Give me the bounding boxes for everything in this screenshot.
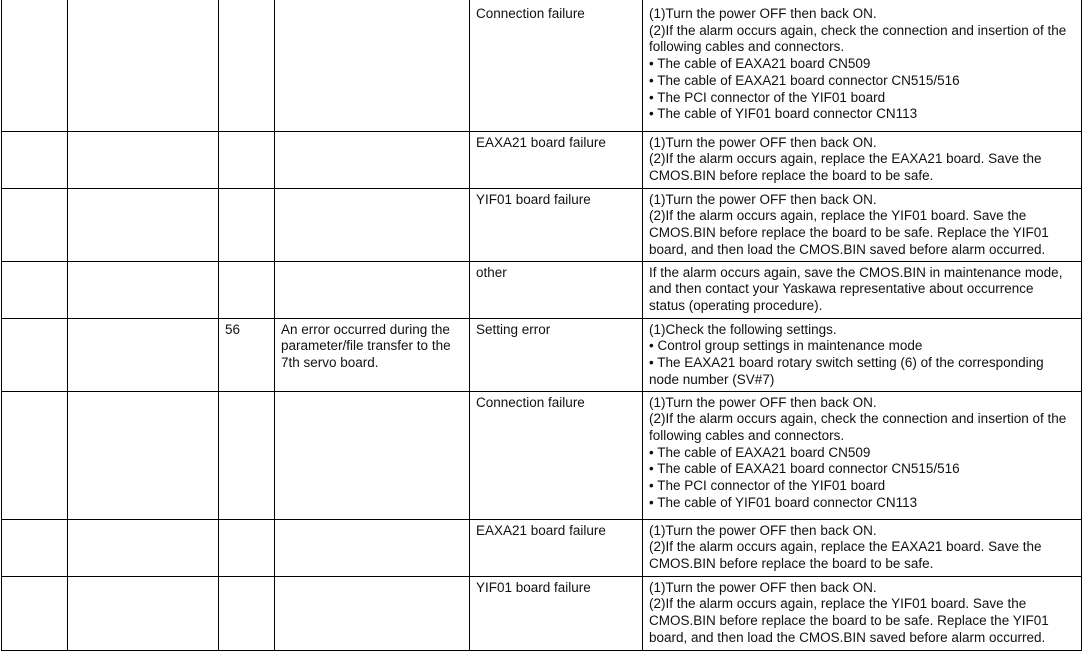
remedy-line: (1)Turn the power OFF then back ON. xyxy=(649,134,877,150)
meaning-cell xyxy=(275,0,470,131)
remedy-line: • The cable of YIF01 board connector CN113 xyxy=(649,494,918,510)
remedy-line: (2)If the alarm occurs again, replace the YIF01 board. Save the xyxy=(649,208,1027,224)
meaning-cell xyxy=(275,131,470,188)
remedy-line: (2)If the alarm occurs again, replace the EAXA21 board. Save the xyxy=(649,539,1042,555)
alarm-name-cell xyxy=(68,318,219,391)
table-row xyxy=(2,576,1082,650)
alarm-table xyxy=(1,0,1082,651)
remedy-line: (1)Turn the power OFF then back ON. xyxy=(649,191,877,207)
cause-text: YIF01 board failure xyxy=(476,579,591,595)
remedy-line: (2)If the alarm occurs again, check the connection and insertion of the xyxy=(649,22,1067,38)
meaning-line: An error occurred during the xyxy=(281,321,450,337)
table-row xyxy=(2,391,1082,519)
remedy-line: (1)Check the following settings. xyxy=(649,321,837,337)
alarm-name-cell xyxy=(68,188,219,261)
remedy-line: (1)Turn the power OFF then back ON. xyxy=(649,394,877,410)
remedy-line: board, and then load the CMOS.BIN saved before alarm occurred. xyxy=(649,629,1046,645)
meaning-line: 7th servo board. xyxy=(281,354,379,370)
cause-cell xyxy=(470,576,643,650)
cause-cell xyxy=(470,261,643,318)
cause-cell xyxy=(470,188,643,261)
cause-text: YIF01 board failure xyxy=(476,191,591,207)
remedy-cell xyxy=(643,318,1082,391)
remedy-line: • The cable of YIF01 board connector CN113 xyxy=(649,106,918,122)
remedy-cell xyxy=(643,391,1082,519)
sub-code-text: 56 xyxy=(225,321,241,337)
table-row xyxy=(2,131,1082,188)
remedy-cell xyxy=(643,131,1082,188)
remedy-line: node number (SV#7) xyxy=(649,371,775,387)
remedy-line: following cables and connectors. xyxy=(649,39,845,55)
sub-code-cell xyxy=(219,576,275,650)
remedy-line: (1)Turn the power OFF then back ON. xyxy=(649,522,877,538)
sub-code-cell xyxy=(219,0,275,131)
sub-code-cell xyxy=(219,519,275,576)
sub-code-cell xyxy=(219,261,275,318)
table-row xyxy=(2,261,1082,318)
sub-code-cell xyxy=(219,131,275,188)
remedy-line: • The cable of EAXA21 board connector CN515/516 xyxy=(649,461,960,477)
remedy-cell xyxy=(643,576,1082,650)
cause-text: other xyxy=(476,264,507,280)
meaning-cell xyxy=(275,261,470,318)
remedy-cell xyxy=(643,261,1082,318)
remedy-line: status (operating procedure). xyxy=(649,297,823,313)
meaning-cell xyxy=(275,391,470,519)
alarm-code-cell xyxy=(2,188,68,261)
cause-text: EAXA21 board failure xyxy=(476,134,606,150)
meaning-cell xyxy=(275,576,470,650)
remedy-cell xyxy=(643,0,1082,131)
remedy-line: CMOS.BIN before replace the board to be safe. xyxy=(649,167,934,183)
meaning-cell xyxy=(275,318,470,391)
alarm-name-cell xyxy=(68,131,219,188)
remedy-line: (1)Turn the power OFF then back ON. xyxy=(649,579,877,595)
remedy-line: If the alarm occurs again, save the CMOS.BIN in maintenance mode, xyxy=(649,264,1063,280)
remedy-cell xyxy=(643,188,1082,261)
table-row xyxy=(2,519,1082,576)
remedy-line: • Control group settings in maintenance mode xyxy=(649,338,923,354)
cause-text: EAXA21 board failure xyxy=(476,522,606,538)
remedy-line: • The PCI connector of the YIF01 board xyxy=(649,89,886,105)
meaning-cell xyxy=(275,519,470,576)
remedy-line: (2)If the alarm occurs again, check the connection and insertion of the xyxy=(649,411,1067,427)
meaning-line: parameter/file transfer to the xyxy=(281,338,451,354)
cause-cell xyxy=(470,0,643,131)
alarm-name-cell xyxy=(68,261,219,318)
remedy-line: board, and then load the CMOS.BIN saved before alarm occurred. xyxy=(649,241,1046,257)
remedy-cell xyxy=(643,519,1082,576)
table-row xyxy=(2,0,1082,131)
sub-code-cell xyxy=(219,188,275,261)
table-row xyxy=(2,188,1082,261)
cause-text: Setting error xyxy=(476,321,551,337)
alarm-code-cell xyxy=(2,0,68,131)
alarm-code-cell xyxy=(2,576,68,650)
alarm-name-cell xyxy=(68,391,219,519)
alarm-code-cell xyxy=(2,391,68,519)
cause-cell xyxy=(470,519,643,576)
remedy-line: • The cable of EAXA21 board connector CN515/516 xyxy=(649,72,960,88)
remedy-line: (1)Turn the power OFF then back ON. xyxy=(649,6,877,21)
remedy-line: CMOS.BIN before replace the board to be safe. Replace the YIF01 xyxy=(649,612,1049,628)
cause-text: Connection failure xyxy=(476,6,585,21)
remedy-line: • The cable of EAXA21 board CN509 xyxy=(649,444,871,460)
alarm-table-body xyxy=(2,0,1082,650)
sub-code-cell xyxy=(219,391,275,519)
remedy-line: • The cable of EAXA21 board CN509 xyxy=(649,56,871,72)
alarm-name-cell xyxy=(68,576,219,650)
remedy-line: (2)If the alarm occurs again, replace the EAXA21 board. Save the xyxy=(649,151,1042,167)
remedy-line: • The EAXA21 board rotary switch setting (6) of the corresponding xyxy=(649,354,1044,370)
remedy-line: and then contact your Yaskawa representative about occurrence xyxy=(649,281,1034,297)
meaning-cell xyxy=(275,188,470,261)
alarm-code-cell xyxy=(2,519,68,576)
remedy-line: • The PCI connector of the YIF01 board xyxy=(649,478,886,494)
remedy-line: (2)If the alarm occurs again, replace the YIF01 board. Save the xyxy=(649,596,1027,612)
table-row xyxy=(2,318,1082,391)
sub-code-cell xyxy=(219,318,275,391)
remedy-line: CMOS.BIN before replace the board to be safe. xyxy=(649,555,934,571)
remedy-line: CMOS.BIN before replace the board to be safe. Replace the YIF01 xyxy=(649,224,1049,240)
alarm-code-cell xyxy=(2,318,68,391)
alarm-name-cell xyxy=(68,519,219,576)
alarm-code-cell xyxy=(2,261,68,318)
cause-cell xyxy=(470,131,643,188)
cause-cell xyxy=(470,318,643,391)
alarm-code-cell xyxy=(2,131,68,188)
remedy-line: following cables and connectors. xyxy=(649,427,845,443)
cause-cell xyxy=(470,391,643,519)
alarm-name-cell xyxy=(68,0,219,131)
cause-text: Connection failure xyxy=(476,394,585,410)
